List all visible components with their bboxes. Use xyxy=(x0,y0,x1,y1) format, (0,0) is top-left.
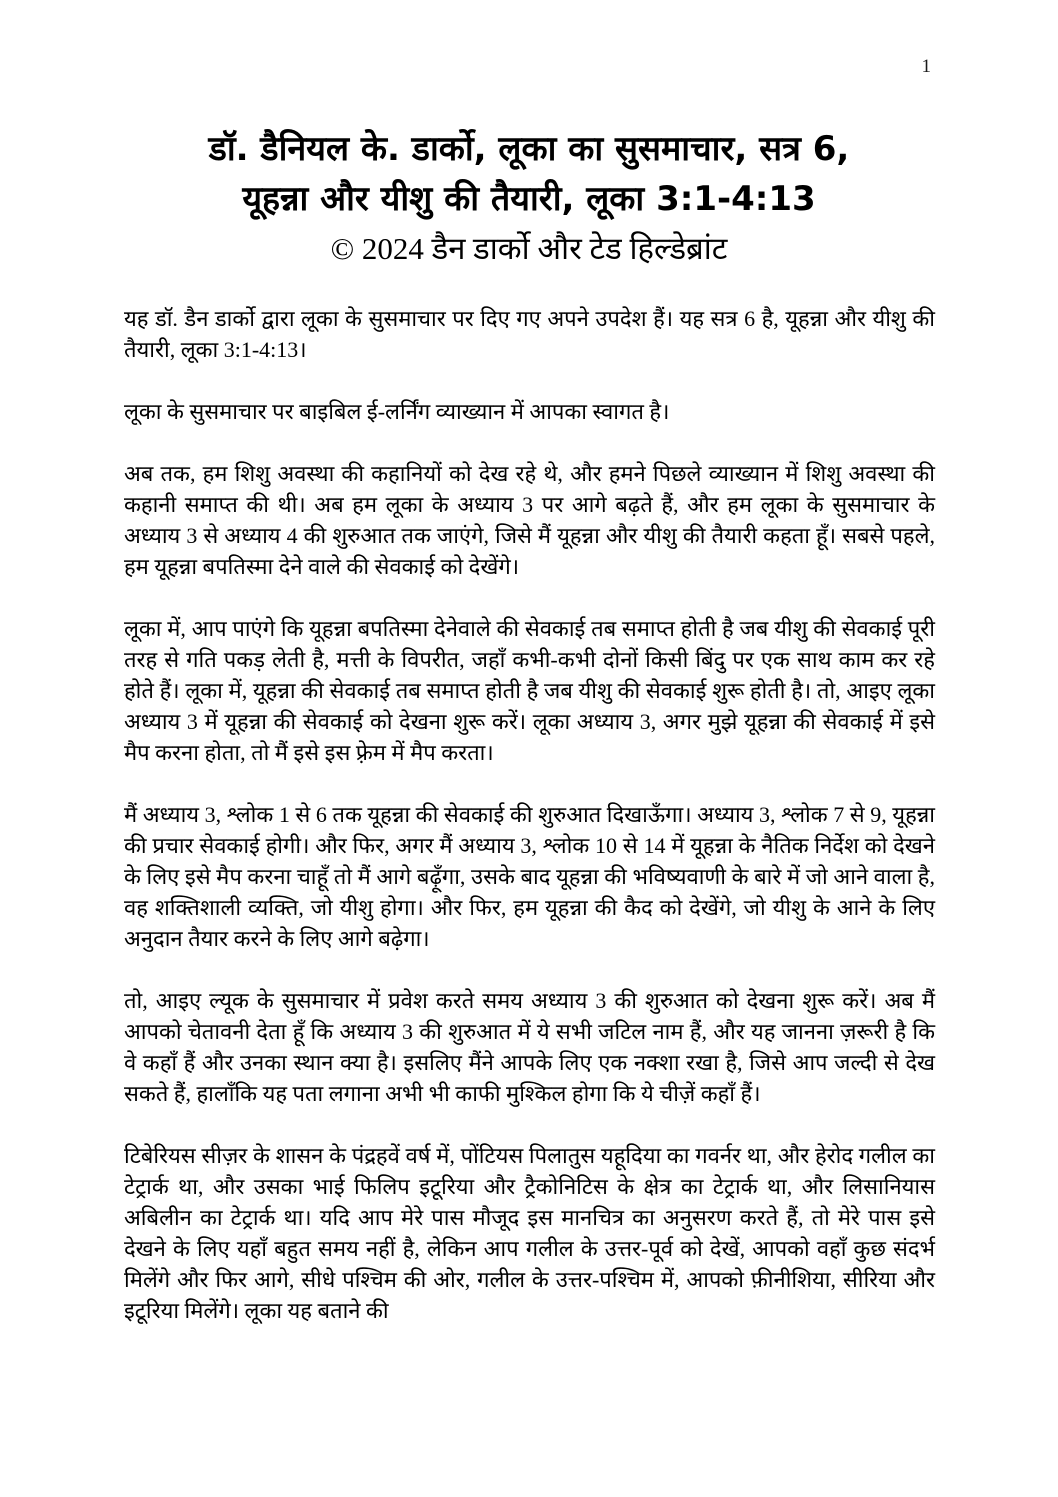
paragraph-tiberius-rulers: टिबेरियस सीज़र के शासन के पंद्रहवें वर्ष में, पोंटियस पिलातुस यहूदिया का गवर्नर था, और हेरोद गलील का टेट्रार्क था, और उसका भाई फिलिप इटूरिया और ट्रैकोनिटिस के क्षेत्र का टेट्रार्क था, और लिसानियास अबिलीन का टेट्रार्क था। यदि आप मेरे पास मौजूद इस मानचित्र का अनुसरण करते हैं, तो मेरे पास इसे देखने के लिए यहाँ बहुत समय नहीं है, लेकिन आप गलील के उत्तर-पूर्व को देखें, आपको वहाँ कुछ संदर्भ मिलेंगे और फिर आगे, सीधे पश्चिम की ओर, गलील के उत्तर-पश्चिम में, आपको फ़ीनीशिया, सीरिया और इटूरिया मिलेंगे। लूका यह बताने की xyxy=(124,1143,935,1323)
paragraph-welcome: लूका के सुसमाचार पर बाइबिल ई-लर्निंग व्याख्यान में आपका स्वागत है। xyxy=(124,399,670,424)
paragraph-john-ministry-overview: लूका में, आप पाएंगे कि यूहन्ना बपतिस्मा देनेवाले की सेवकाई तब समाप्त होती है जब यीशु की सेवकाई पूरी तरह से गति पकड़ लेती है, मत्ती के विपरीत, जहाँ कभी-कभी दोनों किसी बिंदु पर एक साथ काम कर रहे होते हैं। लूका में, यूहन्ना की सेवकाई तब समाप्त होती है जब यीशु की सेवकाई शुरू होती है। तो, आइए लूका अध्याय 3 में यूहन्ना की सेवकाई को देखना शुरू करें। लूका अध्याय 3, अगर मुझे यूहन्ना की सेवकाई में इसे मैप करना होता, तो मैं इसे इस फ़्रेम में मैप करता। xyxy=(124,616,935,765)
document-body xyxy=(124,303,935,1326)
document-title xyxy=(100,124,958,224)
paragraph-names-and-map-warning: तो, आइए ल्यूक के सुसमाचार में प्रवेश करते समय अध्याय 3 की शुरुआत को देखना शुरू करें। अब मैं आपको चेतावनी देता हूँ कि अध्याय 3 की शुरुआत में ये सभी जटिल नाम हैं, और यह जानना ज़रूरी है कि वे कहाँ हैं और उनका स्थान क्या है। इसलिए मैंने आपके लिए एक नक्शा रखा है, जिसे आप जल्दी से देख सकते हैं, हालाँकि यह पता लगाना अभी भी काफी मुश्किल होगा कि ये चीज़ें कहाँ हैं। xyxy=(124,988,935,1106)
title-line-2: यूहन्ना और यीशु की तैयारी, लूका 3:1-4:13 xyxy=(242,179,816,219)
document-header xyxy=(100,0,958,274)
title-line-1: डॉ. डैनियल के. डार्को, लूका का सुसमाचार, सत्र 6, xyxy=(208,129,850,169)
paragraph-chapter-outline: मैं अध्याय 3, श्लोक 1 से 6 तक यूहन्ना की सेवकाई की शुरुआत दिखाऊँगा। अध्याय 3, श्लोक 7 से 9, यूहन्ना की प्रचार सेवकाई होगी। और फिर, अगर मैं अध्याय 3, श्लोक 10 से 14 में यूहन्ना के नैतिक निर्देश को देखने के लिए इसे मैप करना चाहूँ तो मैं आगे बढ़ूँगा, उसके बाद यूहन्ना की भविष्यवाणी के बारे में जो आने वाला है, वह शक्तिशाली व्यक्ति, जो यीशु होगा। और फिर, हम यूहन्ना की कैद को देखेंगे, जो यीशु के आने के लिए अनुदान तैयार करने के लिए आगे बढ़ेगा। xyxy=(124,802,935,951)
page-number: 1 xyxy=(921,56,931,77)
paragraph-intro: यह डॉ. डैन डार्को द्वारा लूका के सुसमाचार पर दिए गए अपने उपदेश हैं। यह सत्र 6 है, यूहन्ना और यीशु की तैयारी, लूका 3:1-4:13। xyxy=(124,306,935,362)
paragraph-transition-chapter-3: अब तक, हम शिशु अवस्था की कहानियों को देख रहे थे, और हमने पिछले व्याख्यान में शिशु अवस्था की कहानी समाप्त की थी। अब हम लूका के अध्याय 3 पर आगे बढ़ते हैं, और हम लूका के सुसमाचार के अध्याय 3 से अध्याय 4 की शुरुआत तक जाएंगे, जिसे मैं यूहन्ना और यीशु की तैयारी कहता हूँ। सबसे पहले, हम यूहन्ना बपतिस्मा देने वाले की सेवकाई को देखेंगे। xyxy=(124,461,935,579)
copyright-line: © 2024 डैन डार्को और टेड हिल्डेब्रांट xyxy=(330,231,728,266)
